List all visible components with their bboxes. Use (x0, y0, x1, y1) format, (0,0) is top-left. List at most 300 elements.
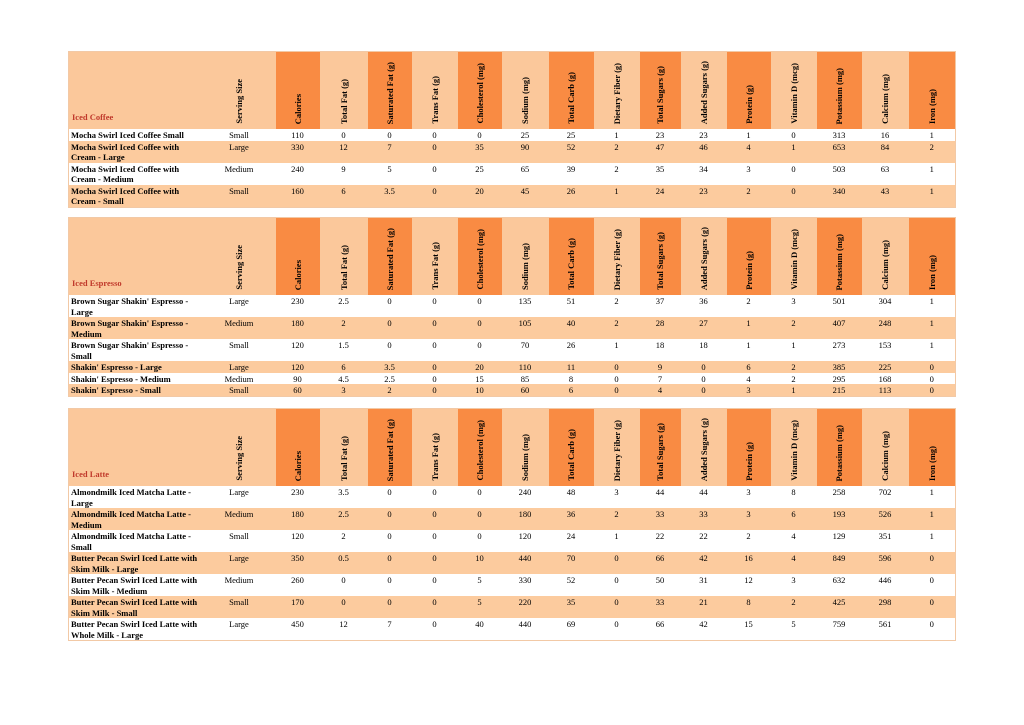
cell-total-sugars-g: 22 (640, 530, 681, 552)
column-header-label: Vitamin D (mcg) (788, 420, 799, 481)
cell-protein-g: 8 (727, 596, 771, 618)
cell-trans-fat-g: 0 (412, 317, 458, 339)
cell-total-sugars-g: 66 (640, 552, 681, 574)
cell-cholesterol-mg: 25 (458, 163, 502, 185)
cell-total-fat-g: 1.5 (320, 339, 368, 361)
item-name: Almondmilk Iced Matcha Latte - Large (69, 486, 203, 508)
cell-iron-mg: 1 (909, 295, 956, 317)
column-header-cholesterol-mg (458, 409, 502, 487)
cell-potassium-mg: 501 (817, 295, 862, 317)
column-header-label: Sodium (mg) (519, 434, 530, 481)
cell-dietary-fiber-g: 2 (594, 141, 640, 163)
cell-saturated-fat-g: 0 (368, 530, 412, 552)
cell-saturated-fat-g: 0 (368, 295, 412, 317)
cell-vitamin-d-mcg: 3 (771, 295, 817, 317)
column-header-label: Total Sugars (g) (654, 66, 665, 124)
cell-iron-mg: 0 (909, 618, 956, 641)
column-header-label: Protein (g) (743, 442, 754, 481)
cell-total-fat-g: 12 (320, 141, 368, 163)
cell-serving-size: Medium (203, 317, 276, 339)
column-header-trans-fat-g (412, 409, 458, 487)
cell-dietary-fiber-g: 1 (594, 129, 640, 141)
column-header-sodium-mg (502, 409, 549, 487)
cell-cholesterol-mg: 0 (458, 339, 502, 361)
item-name: Mocha Swirl Iced Coffee with Cream - Large (69, 141, 203, 163)
column-header-trans-fat-g (412, 218, 458, 296)
cell-protein-g: 6 (727, 361, 771, 373)
column-header-label: Iron (mg) (926, 88, 937, 124)
column-header-calories (276, 409, 320, 487)
cell-vitamin-d-mcg: 2 (771, 317, 817, 339)
cell-total-carb-g: 24 (549, 530, 594, 552)
cell-sodium-mg: 105 (502, 317, 549, 339)
cell-dietary-fiber-g: 0 (594, 373, 640, 385)
cell-sodium-mg: 180 (502, 508, 549, 530)
cell-cholesterol-mg: 20 (458, 361, 502, 373)
cell-cholesterol-mg: 0 (458, 295, 502, 317)
cell-cholesterol-mg: 0 (458, 129, 502, 141)
cell-total-sugars-g: 7 (640, 373, 681, 385)
cell-vitamin-d-mcg: 2 (771, 361, 817, 373)
section-title: Iced Espresso (69, 218, 203, 296)
cell-total-fat-g: 3 (320, 384, 368, 396)
item-name: Shakin' Espresso - Medium (69, 373, 203, 385)
cell-iron-mg: 1 (909, 530, 956, 552)
cell-saturated-fat-g: 2 (368, 384, 412, 396)
column-header-total-carb-g (549, 409, 594, 487)
table-row (69, 618, 956, 641)
cell-serving-size: Large (203, 618, 276, 641)
cell-cholesterol-mg: 0 (458, 317, 502, 339)
cell-potassium-mg: 295 (817, 373, 862, 385)
column-header-protein-g (727, 52, 771, 130)
cell-protein-g: 3 (727, 486, 771, 508)
column-header-label: Saturated Fat (g) (384, 418, 395, 481)
column-header-cholesterol-mg (458, 218, 502, 296)
cell-trans-fat-g: 0 (412, 530, 458, 552)
cell-iron-mg: 0 (909, 574, 956, 596)
item-name: Mocha Swirl Iced Coffee Small (69, 129, 203, 141)
cell-serving-size: Medium (203, 508, 276, 530)
column-header-label: Sodium (mg) (519, 77, 530, 124)
cell-potassium-mg: 258 (817, 486, 862, 508)
column-header-label: Saturated Fat (g) (384, 61, 395, 124)
column-header-total-sugars-g (640, 218, 681, 296)
cell-saturated-fat-g: 0 (368, 574, 412, 596)
column-header-added-sugars-g (681, 409, 727, 487)
cell-calories: 90 (276, 373, 320, 385)
cell-trans-fat-g: 0 (412, 361, 458, 373)
column-header-trans-fat-g (412, 52, 458, 130)
column-header-calories (276, 52, 320, 130)
cell-vitamin-d-mcg: 3 (771, 574, 817, 596)
cell-cholesterol-mg: 10 (458, 384, 502, 396)
column-header-label: Added Sugars (g) (698, 60, 709, 124)
cell-serving-size: Medium (203, 373, 276, 385)
cell-potassium-mg: 849 (817, 552, 862, 574)
cell-vitamin-d-mcg: 1 (771, 339, 817, 361)
cell-calories: 230 (276, 295, 320, 317)
cell-serving-size: Large (203, 141, 276, 163)
header-row (69, 218, 956, 296)
cell-sodium-mg: 65 (502, 163, 549, 185)
column-header-calcium-mg (862, 409, 909, 487)
column-header-label: Dietary Fiber (g) (611, 228, 622, 290)
cell-calories: 160 (276, 185, 320, 208)
cell-total-sugars-g: 4 (640, 384, 681, 396)
cell-trans-fat-g: 0 (412, 486, 458, 508)
cell-potassium-mg: 503 (817, 163, 862, 185)
cell-calcium-mg: 248 (862, 317, 909, 339)
cell-calcium-mg: 351 (862, 530, 909, 552)
cell-dietary-fiber-g: 2 (594, 163, 640, 185)
cell-vitamin-d-mcg: 1 (771, 384, 817, 396)
column-header-label: Calories (292, 259, 303, 290)
column-header-protein-g (727, 218, 771, 296)
cell-total-sugars-g: 33 (640, 508, 681, 530)
table-row (69, 361, 956, 373)
cell-calories: 120 (276, 530, 320, 552)
column-header-iron-mg (909, 218, 956, 296)
column-header-label: Iron (mg) (926, 445, 937, 481)
cell-added-sugars-g: 0 (681, 384, 727, 396)
column-header-sodium-mg (502, 52, 549, 130)
column-header-saturated-fat-g (368, 52, 412, 130)
item-name: Butter Pecan Swirl Iced Latte with Whole Milk - Large (69, 618, 203, 641)
cell-added-sugars-g: 23 (681, 129, 727, 141)
cell-dietary-fiber-g: 1 (594, 185, 640, 208)
item-name: Almondmilk Iced Matcha Latte - Small (69, 530, 203, 552)
cell-potassium-mg: 632 (817, 574, 862, 596)
cell-saturated-fat-g: 0 (368, 508, 412, 530)
cell-potassium-mg: 653 (817, 141, 862, 163)
cell-total-carb-g: 36 (549, 508, 594, 530)
column-header-protein-g (727, 409, 771, 487)
cell-cholesterol-mg: 0 (458, 508, 502, 530)
cell-total-carb-g: 26 (549, 339, 594, 361)
cell-dietary-fiber-g: 0 (594, 618, 640, 641)
column-header-total-carb-g (549, 218, 594, 296)
item-name: Butter Pecan Swirl Iced Latte with Skim Milk - Medium (69, 574, 203, 596)
item-name: Mocha Swirl Iced Coffee with Cream - Small (69, 185, 203, 208)
cell-iron-mg: 1 (909, 508, 956, 530)
cell-total-fat-g: 2.5 (320, 508, 368, 530)
cell-trans-fat-g: 0 (412, 163, 458, 185)
column-header-iron-mg (909, 52, 956, 130)
cell-trans-fat-g: 0 (412, 339, 458, 361)
cell-iron-mg: 1 (909, 129, 956, 141)
cell-protein-g: 1 (727, 339, 771, 361)
cell-vitamin-d-mcg: 2 (771, 596, 817, 618)
column-header-label: Potassium (mg) (833, 233, 844, 290)
item-name: Butter Pecan Swirl Iced Latte with Skim Milk - Large (69, 552, 203, 574)
cell-trans-fat-g: 0 (412, 574, 458, 596)
table-row (69, 163, 956, 185)
cell-trans-fat-g: 0 (412, 508, 458, 530)
cell-vitamin-d-mcg: 2 (771, 373, 817, 385)
column-header-label: Iron (mg) (926, 254, 937, 290)
cell-cholesterol-mg: 10 (458, 552, 502, 574)
table-row (69, 141, 956, 163)
cell-total-sugars-g: 35 (640, 163, 681, 185)
cell-cholesterol-mg: 5 (458, 574, 502, 596)
header-row (69, 52, 956, 130)
cell-total-sugars-g: 66 (640, 618, 681, 641)
cell-trans-fat-g: 0 (412, 129, 458, 141)
cell-total-sugars-g: 37 (640, 295, 681, 317)
cell-added-sugars-g: 23 (681, 185, 727, 208)
iced-espresso-table (68, 217, 956, 397)
column-header-label: Potassium (mg) (833, 424, 844, 481)
cell-cholesterol-mg: 0 (458, 530, 502, 552)
cell-serving-size: Large (203, 486, 276, 508)
cell-calories: 240 (276, 163, 320, 185)
cell-saturated-fat-g: 0 (368, 486, 412, 508)
column-header-potassium-mg (817, 52, 862, 130)
column-header-dietary-fiber-g (594, 52, 640, 130)
cell-calories: 120 (276, 361, 320, 373)
cell-dietary-fiber-g: 2 (594, 508, 640, 530)
column-header-label: Calories (292, 450, 303, 481)
cell-iron-mg: 0 (909, 552, 956, 574)
table-row (69, 317, 956, 339)
column-header-label: Vitamin D (mcg) (788, 63, 799, 124)
cell-saturated-fat-g: 2.5 (368, 373, 412, 385)
cell-protein-g: 16 (727, 552, 771, 574)
cell-total-carb-g: 8 (549, 373, 594, 385)
cell-vitamin-d-mcg: 4 (771, 552, 817, 574)
cell-protein-g: 4 (727, 373, 771, 385)
column-header-label: Potassium (mg) (833, 67, 844, 124)
cell-dietary-fiber-g: 0 (594, 384, 640, 396)
cell-cholesterol-mg: 0 (458, 486, 502, 508)
item-name: Brown Sugar Shakin' Espresso - Small (69, 339, 203, 361)
cell-calcium-mg: 446 (862, 574, 909, 596)
column-header-iron-mg (909, 409, 956, 487)
table-row (69, 596, 956, 618)
column-header-label: Dietary Fiber (g) (611, 419, 622, 481)
cell-total-carb-g: 40 (549, 317, 594, 339)
cell-saturated-fat-g: 5 (368, 163, 412, 185)
cell-added-sugars-g: 27 (681, 317, 727, 339)
column-header-label: Serving Size (233, 79, 244, 124)
column-header-label: Serving Size (233, 436, 244, 481)
column-header-label: Calcium (mg) (879, 431, 890, 481)
cell-sodium-mg: 330 (502, 574, 549, 596)
cell-serving-size: Small (203, 530, 276, 552)
cell-trans-fat-g: 0 (412, 373, 458, 385)
cell-calories: 180 (276, 317, 320, 339)
table-row (69, 530, 956, 552)
column-header-label: Total Carb (g) (565, 429, 576, 481)
cell-calories: 450 (276, 618, 320, 641)
cell-cholesterol-mg: 5 (458, 596, 502, 618)
cell-total-carb-g: 35 (549, 596, 594, 618)
column-header-label: Vitamin D (mcg) (788, 229, 799, 290)
cell-saturated-fat-g: 0 (368, 552, 412, 574)
table-row (69, 384, 956, 396)
column-header-label: Added Sugars (g) (698, 417, 709, 481)
column-header-label: Cholesterol (mg) (474, 420, 485, 481)
cell-sodium-mg: 45 (502, 185, 549, 208)
column-header-total-sugars-g (640, 52, 681, 130)
cell-calories: 260 (276, 574, 320, 596)
cell-iron-mg: 0 (909, 596, 956, 618)
column-header-saturated-fat-g (368, 409, 412, 487)
cell-calcium-mg: 63 (862, 163, 909, 185)
cell-protein-g: 2 (727, 530, 771, 552)
cell-iron-mg: 1 (909, 317, 956, 339)
cell-saturated-fat-g: 3.5 (368, 361, 412, 373)
column-header-dietary-fiber-g (594, 409, 640, 487)
item-name: Brown Sugar Shakin' Espresso - Medium (69, 317, 203, 339)
cell-saturated-fat-g: 0 (368, 339, 412, 361)
cell-iron-mg: 1 (909, 339, 956, 361)
cell-total-carb-g: 6 (549, 384, 594, 396)
cell-vitamin-d-mcg: 0 (771, 129, 817, 141)
column-header-label: Total Sugars (g) (654, 423, 665, 481)
cell-added-sugars-g: 31 (681, 574, 727, 596)
cell-added-sugars-g: 33 (681, 508, 727, 530)
cell-iron-mg: 0 (909, 373, 956, 385)
cell-sodium-mg: 25 (502, 129, 549, 141)
cell-trans-fat-g: 0 (412, 552, 458, 574)
cell-saturated-fat-g: 0 (368, 596, 412, 618)
cell-total-sugars-g: 24 (640, 185, 681, 208)
item-name: Butter Pecan Swirl Iced Latte with Skim Milk - Small (69, 596, 203, 618)
table-row (69, 373, 956, 385)
cell-cholesterol-mg: 15 (458, 373, 502, 385)
cell-total-fat-g: 2 (320, 530, 368, 552)
iced-latte-table (68, 408, 956, 641)
cell-calories: 120 (276, 339, 320, 361)
cell-total-fat-g: 0 (320, 129, 368, 141)
cell-calcium-mg: 225 (862, 361, 909, 373)
table-row (69, 552, 956, 574)
column-header-label: Calories (292, 93, 303, 124)
cell-calcium-mg: 168 (862, 373, 909, 385)
cell-calories: 180 (276, 508, 320, 530)
cell-protein-g: 4 (727, 141, 771, 163)
cell-calcium-mg: 298 (862, 596, 909, 618)
cell-total-carb-g: 69 (549, 618, 594, 641)
column-header-label: Total Fat (g) (338, 78, 349, 124)
cell-saturated-fat-g: 3.5 (368, 185, 412, 208)
cell-cholesterol-mg: 40 (458, 618, 502, 641)
column-header-total-sugars-g (640, 409, 681, 487)
item-name: Shakin' Espresso - Large (69, 361, 203, 373)
cell-total-carb-g: 52 (549, 141, 594, 163)
cell-iron-mg: 1 (909, 163, 956, 185)
table-row (69, 574, 956, 596)
cell-total-fat-g: 0 (320, 596, 368, 618)
table-row (69, 339, 956, 361)
cell-serving-size: Small (203, 129, 276, 141)
cell-total-sugars-g: 18 (640, 339, 681, 361)
cell-dietary-fiber-g: 1 (594, 339, 640, 361)
cell-added-sugars-g: 34 (681, 163, 727, 185)
cell-potassium-mg: 407 (817, 317, 862, 339)
column-header-vitamin-d-mcg (771, 409, 817, 487)
cell-sodium-mg: 220 (502, 596, 549, 618)
cell-vitamin-d-mcg: 8 (771, 486, 817, 508)
cell-sodium-mg: 110 (502, 361, 549, 373)
column-header-label: Protein (g) (743, 85, 754, 124)
column-header-label: Total Carb (g) (565, 238, 576, 290)
column-header-total-fat-g (320, 409, 368, 487)
column-header-calcium-mg (862, 218, 909, 296)
column-header-calories (276, 218, 320, 296)
cell-cholesterol-mg: 35 (458, 141, 502, 163)
cell-saturated-fat-g: 7 (368, 618, 412, 641)
column-header-potassium-mg (817, 409, 862, 487)
column-header-label: Protein (g) (743, 251, 754, 290)
cell-total-sugars-g: 33 (640, 596, 681, 618)
column-header-serving-size (203, 409, 276, 487)
cell-serving-size: Small (203, 339, 276, 361)
column-header-label: Sodium (mg) (519, 243, 530, 290)
cell-added-sugars-g: 21 (681, 596, 727, 618)
cell-serving-size: Small (203, 596, 276, 618)
cell-vitamin-d-mcg: 0 (771, 163, 817, 185)
cell-cholesterol-mg: 20 (458, 185, 502, 208)
cell-potassium-mg: 215 (817, 384, 862, 396)
section-title: Iced Coffee (69, 52, 203, 130)
cell-dietary-fiber-g: 0 (594, 574, 640, 596)
column-header-label: Trans Fat (g) (429, 433, 440, 481)
cell-total-fat-g: 2 (320, 317, 368, 339)
cell-added-sugars-g: 46 (681, 141, 727, 163)
cell-added-sugars-g: 44 (681, 486, 727, 508)
column-header-label: Calcium (mg) (879, 74, 890, 124)
column-header-saturated-fat-g (368, 218, 412, 296)
cell-total-fat-g: 0 (320, 574, 368, 596)
cell-total-sugars-g: 47 (640, 141, 681, 163)
cell-protein-g: 3 (727, 508, 771, 530)
table-row (69, 508, 956, 530)
column-header-serving-size (203, 52, 276, 130)
column-header-label: Total Sugars (g) (654, 232, 665, 290)
cell-calcium-mg: 153 (862, 339, 909, 361)
cell-potassium-mg: 385 (817, 361, 862, 373)
cell-total-carb-g: 25 (549, 129, 594, 141)
column-header-vitamin-d-mcg (771, 218, 817, 296)
cell-saturated-fat-g: 0 (368, 129, 412, 141)
cell-total-sugars-g: 28 (640, 317, 681, 339)
column-header-vitamin-d-mcg (771, 52, 817, 130)
cell-sodium-mg: 240 (502, 486, 549, 508)
cell-calcium-mg: 113 (862, 384, 909, 396)
cell-calories: 110 (276, 129, 320, 141)
cell-added-sugars-g: 42 (681, 618, 727, 641)
cell-iron-mg: 0 (909, 361, 956, 373)
cell-added-sugars-g: 42 (681, 552, 727, 574)
cell-protein-g: 3 (727, 163, 771, 185)
cell-total-fat-g: 6 (320, 185, 368, 208)
cell-iron-mg: 1 (909, 185, 956, 208)
table-row (69, 185, 956, 208)
table-row (69, 486, 956, 508)
column-header-label: Dietary Fiber (g) (611, 62, 622, 124)
cell-vitamin-d-mcg: 4 (771, 530, 817, 552)
cell-vitamin-d-mcg: 5 (771, 618, 817, 641)
column-header-total-carb-g (549, 52, 594, 130)
cell-calories: 230 (276, 486, 320, 508)
cell-total-carb-g: 52 (549, 574, 594, 596)
cell-total-carb-g: 51 (549, 295, 594, 317)
cell-serving-size: Medium (203, 163, 276, 185)
cell-calcium-mg: 16 (862, 129, 909, 141)
